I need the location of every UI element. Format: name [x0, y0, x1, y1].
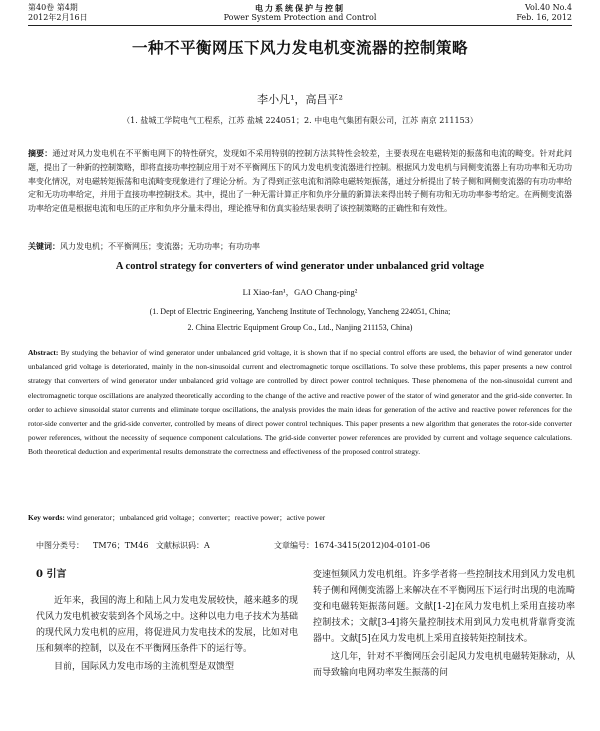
journal-volume-en: Vol.40 No.4	[525, 3, 572, 12]
doc-code-value: A	[204, 541, 210, 550]
affiliation-en-2: 2. China Electric Equipment Group Co., Ltd., Nanjing 211153, China)	[187, 323, 413, 332]
authors-cn: 李小凡¹，高昌平²	[257, 93, 343, 106]
journal-date-en: Feb. 16, 2012	[516, 13, 572, 22]
keywords-en-text: wind generator；unbalanced grid voltage；converter；reactive power；active power	[66, 513, 326, 522]
body-paragraph: 近年来，我国的海上和陆上风力发电发展较快，越来越多的现代风力发电机被安装到各个风场之中。这种以电力电子技术为基础的现代风力发电机的应用，将促进风力发电技术的发展，比如对电压和频率的控制，以及在不平衡网压条件下的运行等。	[36, 596, 298, 654]
keywords-cn-label: 关键词：	[28, 241, 60, 251]
abstract-cn-text: 通过对风力发电机在不平衡电网下的特性研究，发现如不采用特别的控制方法其特性会较差，主要表现在电磁转矩的振荡和电流的畸变。针对此问题，提出了一种新的控制策略，即将直接功率控制应用于对不平衡网压下的风力发电机变流器进行控制。根据风力发电机与同侧变流器上有功功率和无功功率变化情况，对电磁转矩振荡和电流畸变现象进行了理论分析。为了得到正弦电流和消除电磁转矩振荡，通过分析提出了转子侧和网侧变流器的有功功率给定和无功功率给定，并用于直接功率控制技术。其中，提出了一种无需计算正序和负序分量的新算法来得出转子侧有功和无功功率参考给定。在两侧变流器功率给定值是根据电流和电压的正序和负序分量未得出，理论推导和仿真实验结果表明了该控制策略的正确性和有效性。	[28, 149, 573, 214]
header-right	[516, 3, 572, 23]
journal-name-en: Power System Protection and Control	[223, 13, 377, 22]
keywords-en-label: Key words:	[28, 513, 65, 522]
affiliation-en-1: (1. Dept of Electric Engineering, Yancheng Institute of Technology, Yancheng 224051, China;	[149, 307, 451, 316]
affiliation-cn: （1. 盐城工学院电气工程系，江苏 盐城 224051；2. 中电电气集团有限公司，江苏 南京 211153）	[122, 116, 478, 125]
article-number	[274, 540, 430, 551]
authors-en: LI Xiao-fan¹，GAO Chang-ping²	[242, 287, 358, 297]
keywords-en	[28, 512, 572, 523]
abstract-cn-label: 摘要：	[28, 148, 53, 158]
body-column-left	[36, 567, 298, 677]
section-heading-introduction: 0 引言	[36, 569, 67, 580]
abstract-cn	[28, 147, 572, 216]
article-number-label: 文章编号：	[274, 541, 314, 550]
journal-name-cn: 电力系统保护与控制	[255, 3, 345, 13]
abstract-en	[28, 346, 572, 460]
body-column-right	[313, 567, 575, 683]
keywords-cn	[28, 241, 572, 252]
doc-code	[156, 540, 210, 551]
journal-date-cn: 2012年2月16日	[28, 13, 88, 22]
body-paragraph: 这几年，针对不平衡网压会引起风力发电机电磁转矩脉动，从而导致输向电网功率发生振荡的问	[313, 652, 575, 678]
header-center	[28, 3, 572, 23]
abstract-en-text: By studying the behavior of wind generator under unbalanced grid voltage, it is shown that if no special control efforts are used, the behavior of wind generator under unbalanced grid voltage is deteriorated, mainly in the non-sinusoidal current and electromagnetic torque oscillations. To solve these problems, this paper presents a new control strategy that converters of wind generator under unbalanced grid voltage are controlled by direct power control techniques. These phenomena of the non-sinusoidal current and electromagnetic torque oscillations are analyzed theoretically according to the change of the active and reactive power of the stator of wind generator and the grid-side converter. In order to achieve sinusoidal stator currents and eliminate torque oscillations, the analysis provides the main ideas for generation of the active and reactive power references for the rotor-side converter and the grid-side converter, controlled by means of direct power control techniques. This paper presents a new algorithm that generates the rotor-side converter power references, without the necessity of sequence component calculations. The grid-side converter power references are provided by current and voltage sequence calculations. Both theoretical deduction and experimental results demonstrate the correctness and effectiveness of the proposed control strategy.	[28, 348, 573, 457]
running-header	[28, 3, 572, 26]
keywords-cn-text: 风力发电机；不平衡网压；变流器；无功功率；有功功率	[60, 242, 260, 251]
abstract-en-label: Abstract:	[28, 348, 59, 357]
article-number-value: 1674-3415(2012)04-0101-06	[314, 541, 431, 550]
paper-title-cn: 一种不平衡网压下风力发电机变流器的控制策略	[131, 38, 468, 57]
doc-code-label: 文献标识码：	[156, 541, 204, 550]
clc-label: 中图分类号：	[36, 541, 84, 550]
paper-title-en: A control strategy for converters of wind generator under unbalanced grid voltage	[115, 261, 485, 272]
body-paragraph: 目前，国际风力发电市场的主流机型是双馈型	[54, 662, 235, 672]
journal-volume-issue: 第40卷 第4期	[28, 3, 78, 12]
clc-value: TM76；TM46	[93, 541, 149, 550]
body-paragraph: 变速恒频风力发电机组。许多学者将一些控制技术用到风力发电机转子侧和网侧变流器上来解决在不平衡网压下运行时出现的电流畸变和电磁转矩振荡问题。文献[1-2]在风力发电机上采用直接功率控制技术；文献[3-4]将矢量控制技术用到风力发电机背靠背变流器中。文献[5]在风力发电机上采用直接转矩控制技术。	[313, 570, 575, 644]
